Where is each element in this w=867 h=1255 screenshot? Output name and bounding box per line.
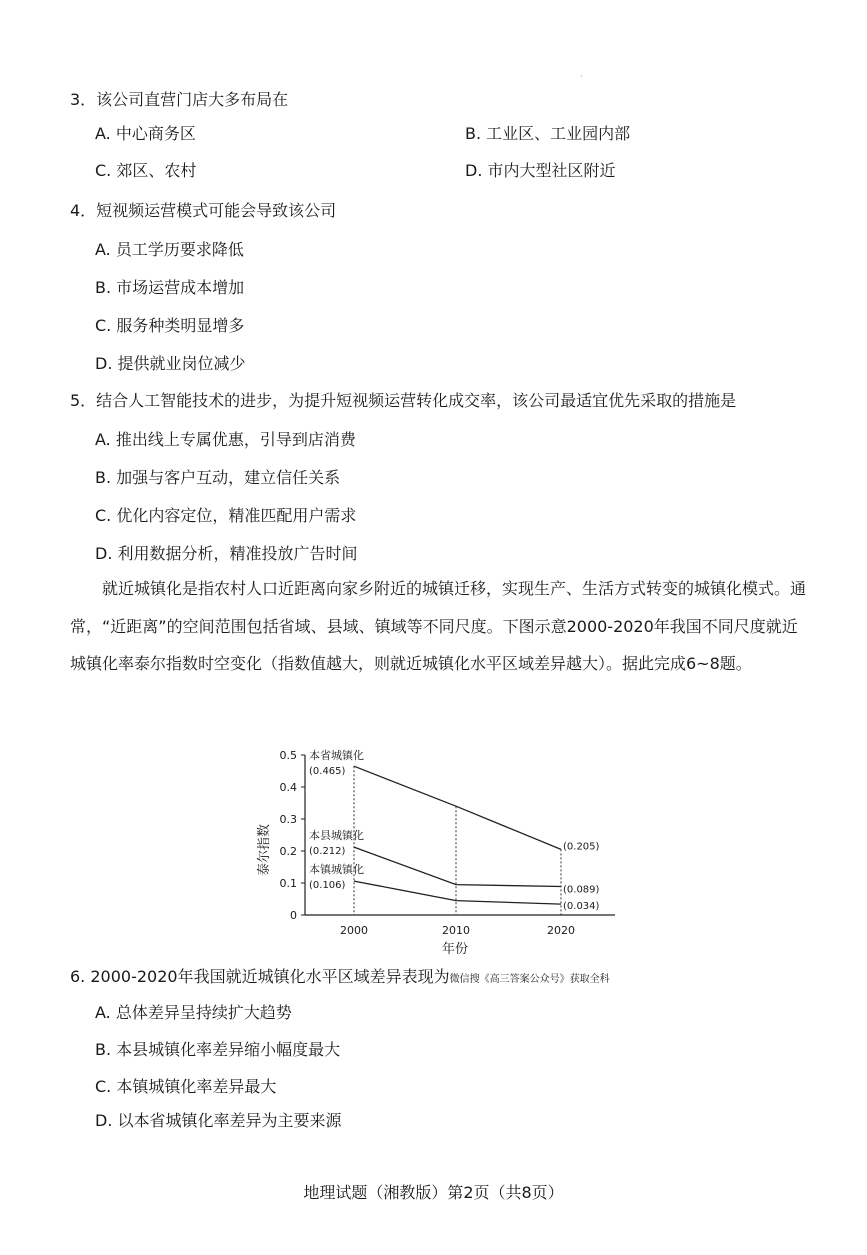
series-line-2: [354, 847, 561, 886]
q4-stem: 4．短视频运营模式可能会导致该公司: [70, 201, 337, 220]
q3-option-a: A. 中心商务区: [95, 124, 196, 143]
x-tick-label: 2010: [442, 924, 470, 937]
q5-option-a: A. 推出线上专属优惠，引导到店消费: [95, 430, 356, 449]
q5-stem: 5．结合人工智能技术的进步，为提升短视频运营转化成交率，该公司最适宜优先采取的措施是: [70, 391, 737, 410]
y-tick-label: 0.3: [279, 813, 297, 826]
theil-index-chart: [250, 735, 650, 965]
series-start-value-label: (0.465): [309, 766, 346, 778]
y-axis-label: 泰尔指数: [257, 823, 272, 877]
series-end-value-label: (0.034): [563, 901, 600, 913]
y-tick-label: 0: [290, 909, 297, 922]
q3-stem: 3．该公司直营门店大多布局在: [70, 90, 289, 109]
q6-option-b: B. 本县城镇化率差异缩小幅度最大: [95, 1040, 341, 1059]
series-end-value-label: (0.089): [563, 884, 600, 896]
series-name-label: 本镇城镇化: [309, 863, 364, 877]
series-name-label: 本县城镇化: [309, 829, 364, 843]
series-end-value-label: (0.205): [563, 841, 600, 853]
x-axis-label: 年份: [441, 942, 469, 957]
q4-option-d: D. 提供就业岗位减少: [95, 354, 246, 373]
y-tick-label: 0.2: [279, 845, 297, 858]
x-tick-label: 2020: [547, 924, 575, 937]
passage: [70, 570, 810, 683]
series-start-value-label: (0.106): [309, 880, 346, 892]
q6-note: 微信搜《高三答案公众号》获取全科: [449, 974, 610, 985]
scan-dot: ·: [580, 72, 583, 81]
q6-option-d: D. 以本省城镇化率差异为主要来源: [95, 1111, 342, 1130]
q3-option-d: D. 市内大型社区附近: [465, 161, 616, 180]
passage-text: 就近城镇化是指农村人口近距离向家乡附近的城镇迁移，实现生产、生活方式转变的城镇化模式。通常，“近距离”的空间范围包括省域、县域、镇域等不同尺度。下图示意2000-2020年我国不同尺度就近城镇化率泰尔指数时空变化（指数值越大，则就近城镇化水平区域差异越大）。据此完成6~8题。: [70, 579, 807, 673]
q4-option-b: B. 市场运营成本增加: [95, 278, 245, 297]
q5-option-d: D. 利用数据分析，精准投放广告时间: [95, 544, 358, 563]
page-footer: 地理试题（湘教版）第2页（共8页）: [303, 1183, 564, 1202]
q4-option-c: C. 服务种类明显增多: [95, 316, 245, 335]
x-tick-label: 2000: [340, 924, 368, 937]
q6-option-a: A. 总体差异呈持续扩大趋势: [95, 1003, 292, 1022]
q6-stem: [70, 967, 610, 990]
q6-option-c: C. 本镇城镇化率差异最大: [95, 1077, 277, 1096]
y-tick-label: 0.1: [279, 877, 297, 890]
series-start-value-label: (0.212): [309, 846, 346, 858]
q5-option-b: B. 加强与客户互动，建立信任关系: [95, 468, 341, 487]
q5-option-c: C. 优化内容定位，精准匹配用户需求: [95, 506, 357, 525]
q3-option-c: C. 郊区、农村: [95, 161, 197, 180]
y-tick-label: 0.5: [279, 749, 297, 762]
q4-option-a: A. 员工学历要求降低: [95, 240, 244, 259]
q3-option-b: B. 工业区、工业园内部: [465, 124, 631, 143]
series-line-1: [354, 766, 561, 849]
series-name-label: 本省城镇化: [309, 749, 364, 763]
q6-stem-text: 6. 2000-2020年我国就近城镇化水平区域差异表现为: [70, 967, 450, 986]
y-tick-label: 0.4: [279, 781, 297, 794]
